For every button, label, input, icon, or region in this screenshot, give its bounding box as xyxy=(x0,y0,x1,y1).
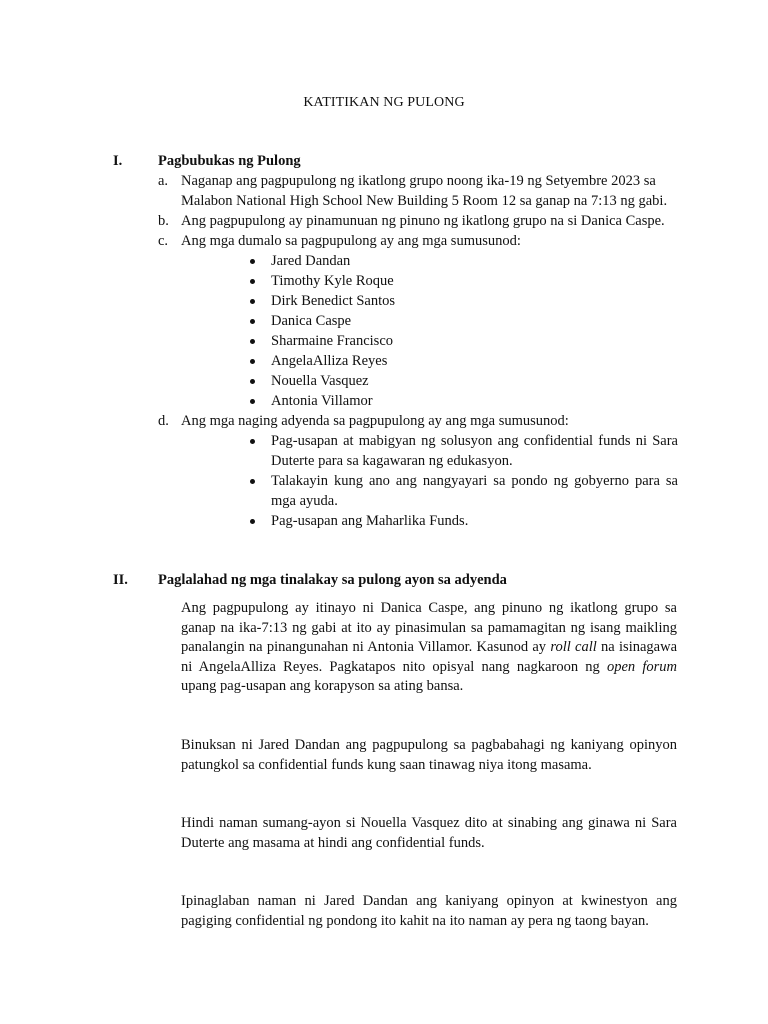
bullet-icon xyxy=(248,431,271,471)
document-title: KATITIKAN NG PULONG xyxy=(303,95,465,110)
attendee-name: Nouella Vasquez xyxy=(271,373,369,389)
attendee-name: Danica Caspe xyxy=(271,313,352,329)
bullet-icon xyxy=(248,391,271,411)
item-letter: c. xyxy=(158,233,169,249)
attendee-item xyxy=(248,251,683,271)
section-1 xyxy=(113,151,683,531)
list-item-b xyxy=(158,211,683,231)
attendee-item xyxy=(248,371,683,391)
bullet-icon xyxy=(248,351,271,371)
attendee-name: Jared Dandan xyxy=(271,253,351,269)
item-letter: b. xyxy=(158,213,169,229)
attendee-name: Antonia Villamor xyxy=(271,393,373,409)
section-2 xyxy=(113,570,683,590)
agenda-item xyxy=(248,471,683,511)
agenda-text: Talakayin kung ano ang nangyayari sa pondo ng gobyerno para sa mga ayuda. xyxy=(271,473,678,509)
roll-call-term: roll call xyxy=(550,639,597,655)
bullet-icon xyxy=(248,311,271,331)
open-forum-term: open forum xyxy=(606,658,677,675)
attendee-name: Sharmaine Francisco xyxy=(271,333,394,349)
item-text: Naganap ang pagpupulong ng ikatlong grupo noong ika-19 ng Setyembre 2023 sa Malabon National High School New Building 5 Room 12 sa ganap na 7:13 ng gabi. xyxy=(181,173,668,209)
agenda-item xyxy=(248,431,683,471)
section-2-heading: Paglalahad ng mga tinalakay sa pulong ayon sa adyenda xyxy=(158,572,507,588)
bullet-icon xyxy=(248,471,271,511)
agenda-item xyxy=(248,511,683,531)
attendee-name: Dirk Benedict Santos xyxy=(271,293,396,309)
bullet-icon xyxy=(248,371,271,391)
section-1-header xyxy=(113,151,683,171)
section-2-number: II. xyxy=(113,572,128,588)
attendee-item xyxy=(248,331,683,351)
attendee-item xyxy=(248,391,683,411)
item-text: Ang mga naging adyenda sa pagpupulong ay ang mga sumusunod: xyxy=(181,413,569,429)
paragraph-1-part-a: Ang pagpupulong ay itinayo ni Danica Caspe, ang pinuno ng ikatlong grupo sa ganap na ika-7:13 ng gabi at ito ay pinasimulan sa pamamagitan ng isang maikling panalangin na pinangunahan ni Antonia Villamor. Kasunod ay xyxy=(181,600,677,655)
item-letter: d. xyxy=(158,413,169,429)
attendee-name: Timothy Kyle Roque xyxy=(271,273,394,289)
section-1-heading: Pagbubukas ng Pulong xyxy=(158,153,301,169)
section-2-header xyxy=(113,570,683,590)
attendee-item xyxy=(248,351,683,371)
bullet-icon xyxy=(248,251,271,271)
paragraph-4: Ipinaglaban naman ni Jared Dandan ang kaniyang opinyon at kwinestyon ang pagiging confidential ng pondong ito kahit na ito naman ay pera ng taong bayan. xyxy=(181,893,677,929)
item-text: Ang pagpupulong ay pinamunuan ng pinuno ng ikatlong grupo na si Danica Caspe. xyxy=(181,213,665,229)
paragraph-1 xyxy=(181,599,677,697)
attendee-item xyxy=(248,291,683,311)
paragraph-1-part-c: na isinagawa ni AngelaAlliza Reyes. Pagkatapos nito opisyal nang nagkaroon ng xyxy=(181,639,678,675)
item-letter: a. xyxy=(158,173,169,189)
bullet-icon xyxy=(248,331,271,351)
bullet-icon xyxy=(248,271,271,291)
list-item-d xyxy=(158,411,683,431)
attendee-name: AngelaAlliza Reyes xyxy=(271,353,388,369)
bullet-icon xyxy=(248,511,271,531)
attendee-item xyxy=(248,271,683,291)
paragraph-1-part-e: upang pag-usapan ang korapyson sa ating bansa. xyxy=(181,678,464,694)
paragraph-2: Binuksan ni Jared Dandan ang pagpupulong sa pagbabahagi ng kaniyang opinyon patungkol sa confidential funds kung saan tinawag niya itong masama. xyxy=(181,737,677,773)
item-text: Ang mga dumalo sa pagpupulong ay ang mga sumusunod: xyxy=(181,233,521,249)
list-item-c xyxy=(158,231,683,251)
attendee-item xyxy=(248,311,683,331)
list-item-a xyxy=(158,171,683,211)
section-1-number: I. xyxy=(113,153,123,169)
bullet-icon xyxy=(248,291,271,311)
paragraph-3: Hindi naman sumang-ayon si Nouella Vasquez dito at sinabing ang ginawa ni Sara Duterte ang masama at hindi ang confidential funds. xyxy=(181,815,677,851)
agenda-text: Pag-usapan ang Maharlika Funds. xyxy=(271,513,469,529)
agenda-text: Pag-usapan at mabigyan ng solusyon ang confidential funds ni Sara Duterte para sa kagawaran ng edukasyon. xyxy=(271,433,678,469)
